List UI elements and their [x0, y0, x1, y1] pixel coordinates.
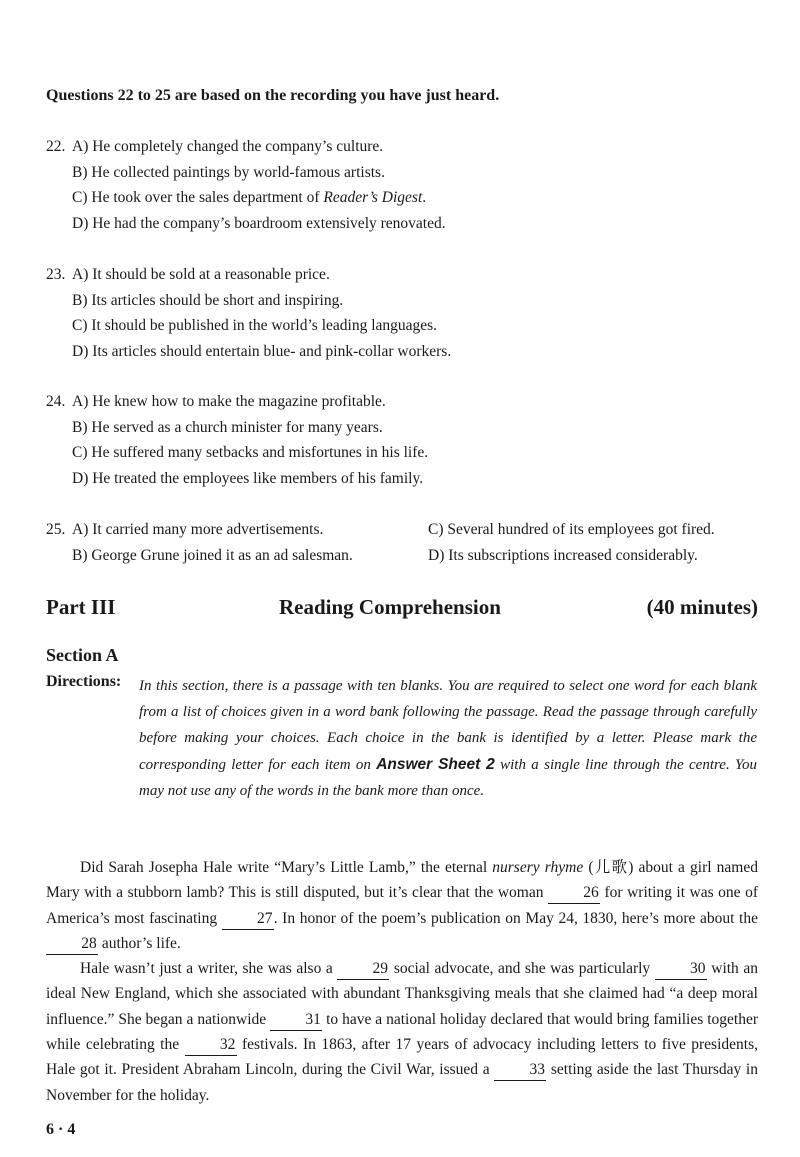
- option-c: C) He suffered many setbacks and misfortunes in his life.: [72, 444, 429, 461]
- option-d: D) Its subscriptions increased considerably.: [428, 546, 698, 564]
- option-c: C) It should be published in the world’s leading languages.: [72, 317, 438, 334]
- question-24: [46, 389, 758, 491]
- magazine-title: Reader’s Digest: [323, 189, 423, 206]
- option-a: A) It carried many more advertisements.: [72, 521, 324, 538]
- option-a: A) It should be sold at a reasonable price.: [72, 266, 330, 283]
- answer-sheet-label: Answer Sheet 2: [376, 755, 495, 773]
- option-b: B) He collected paintings by world-famous artists.: [72, 163, 385, 181]
- blank-31: 31: [270, 1010, 322, 1031]
- question-number: 23.: [46, 266, 66, 283]
- paragraph-2: Hale wasn’t just a writer, she was also a 29 social advocate, and she was particularly 30 with an ideal New England, which she associated with abundant Thanksgiving meals that she claimed had “a deep moral influence.” She began a nationwide 31 to have a national holiday declared that would bring families together while celebrating the 32 festivals. In 1863, after 17 years of advocacy including letters to five presidents, Hale got it. President Abraham Lincoln, during the Civil War, issued a 33 setting aside the last Thursday in November for the holiday.: [46, 960, 758, 1104]
- blank-26: 26: [548, 883, 600, 904]
- option-c: C) He took over the sales department of Reader’s Digest.: [72, 189, 427, 206]
- option-b: B) He served as a church minister for many years.: [72, 418, 383, 436]
- option-a: A) He completely changed the company’s culture.: [72, 138, 384, 155]
- reading-passage: [46, 855, 758, 1108]
- part-heading: [46, 595, 758, 625]
- section-title: Section A: [46, 645, 119, 665]
- option-d: D) He treated the employees like members of his family.: [72, 469, 424, 487]
- part-title: Reading Comprehension: [279, 595, 501, 619]
- page-number: 6 · 4: [46, 1121, 76, 1138]
- blank-30: 30: [655, 959, 707, 980]
- option-a: A) He knew how to make the magazine profitable.: [72, 393, 386, 410]
- option-d: D) Its articles should entertain blue- and pink-collar workers.: [72, 342, 452, 360]
- question-number: 24.: [46, 393, 66, 410]
- paragraph-1: Did Sarah Josepha Hale write “Mary’s Little Lamb,” the eternal nursery rhyme (儿歌) about a girl named Mary with a stubborn lamb? This is still disputed, but it’s clear that the woman 26 for writing it was one of America’s most fascinating 27. In honor of the poem’s publication on May 24, 1830, here’s more about the 28 author’s life.: [46, 855, 758, 956]
- listening-questions-heading: Questions 22 to 25 are based on the recording you have just heard.: [46, 87, 500, 104]
- question-23: [46, 262, 758, 364]
- question-25: [46, 517, 758, 568]
- directions-text: In this section, there is a passage with ten blanks. You are required to select one word for each blank from a list of choices given in a word bank following the passage. Read the passage through carefully before making your choices. Each choice in the bank is identified by a letter. Please mark the corresponding letter for each item on Answer Sheet 2 with a single line through the centre. You may not use any of the words in the bank more than once.: [139, 678, 757, 799]
- blank-29: 29: [337, 959, 389, 980]
- blank-33: 33: [494, 1060, 546, 1081]
- directions-label: Directions:: [46, 673, 122, 690]
- question-number: 25.: [46, 521, 66, 538]
- option-d: D) He had the company’s boardroom extensively renovated.: [72, 214, 446, 232]
- question-22: [46, 134, 758, 236]
- part-time: (40 minutes): [646, 595, 758, 619]
- blank-32: 32: [185, 1035, 237, 1056]
- option-b: B) George Grune joined it as an ad salesman.: [72, 546, 353, 564]
- question-number: 22.: [46, 138, 66, 155]
- blank-28: 28: [46, 934, 98, 955]
- part-number: Part III: [46, 595, 116, 619]
- blank-27: 27: [222, 909, 274, 930]
- option-b: B) Its articles should be short and inspiring.: [72, 291, 344, 309]
- option-c: C) Several hundred of its employees got fired.: [428, 521, 715, 538]
